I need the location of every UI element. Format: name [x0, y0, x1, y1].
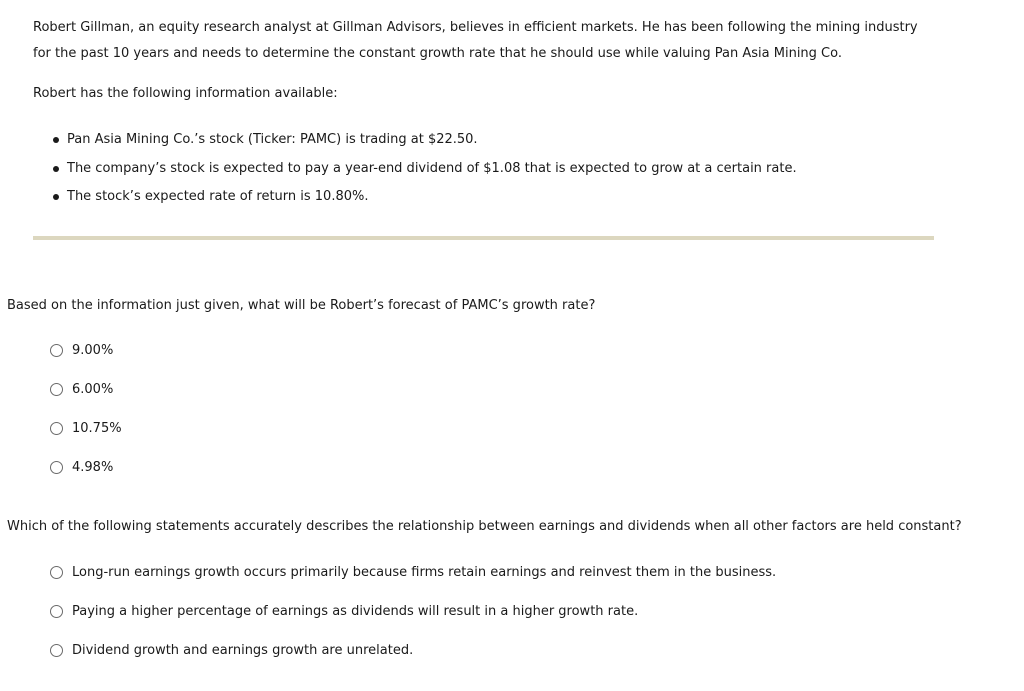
radio-button-icon[interactable] — [50, 383, 63, 396]
q1-option-4[interactable] — [50, 458, 122, 497]
option-label[interactable]: Long-run earnings growth occurs primarily because firms retain earnings and reinvest them in the business. — [72, 565, 777, 580]
radio-button-icon[interactable] — [50, 461, 63, 474]
radio-button-icon[interactable] — [50, 605, 63, 618]
option-label[interactable]: Paying a higher percentage of earnings as dividends will result in a higher growth rate. — [72, 604, 639, 619]
bullet-dot-icon — [53, 137, 59, 143]
option-label[interactable]: 9.00% — [72, 343, 114, 358]
option-label[interactable]: Dividend growth and earnings growth are unrelated. — [72, 643, 414, 658]
info-bullet-list — [52, 130, 797, 216]
question-2-options — [50, 563, 776, 680]
section-divider — [33, 236, 934, 240]
question-1-text: Based on the information just given, what will be Robert’s forecast of PAMC’s growth rate? — [7, 298, 596, 313]
bullet-item-return — [52, 187, 797, 216]
option-label[interactable]: 4.98% — [72, 460, 114, 475]
option-label[interactable]: 10.75% — [72, 421, 122, 436]
option-label[interactable]: 6.00% — [72, 382, 114, 397]
intro-paragraph — [33, 18, 993, 70]
info-available-label: Robert has the following information available: — [33, 86, 338, 101]
radio-button-icon[interactable] — [50, 566, 63, 579]
q1-option-2[interactable] — [50, 380, 122, 419]
bullet-dot-icon — [53, 194, 59, 200]
radio-button-icon[interactable] — [50, 344, 63, 357]
radio-button-icon[interactable] — [50, 644, 63, 657]
q1-option-3[interactable] — [50, 419, 122, 458]
q2-option-3[interactable] — [50, 641, 776, 680]
intro-line-1: Robert Gillman, an equity research analyst at Gillman Advisors, believes in efficient markets. He has been following the mining industry — [33, 20, 918, 35]
radio-button-icon[interactable] — [50, 422, 63, 435]
q2-option-2[interactable] — [50, 602, 776, 641]
question-1-options — [50, 341, 122, 497]
bullet-text: Pan Asia Mining Co.’s stock (Ticker: PAMC) is trading at $22.50. — [67, 132, 478, 147]
bullet-text: The company’s stock is expected to pay a year-end dividend of $1.08 that is expected to grow at a certain rate. — [67, 160, 797, 176]
bullet-item-price — [52, 130, 797, 159]
q2-option-1[interactable] — [50, 563, 776, 602]
q1-option-1[interactable] — [50, 341, 122, 380]
question-2-text: Which of the following statements accurately describes the relationship between earnings and dividends when all other factors are held constant? — [7, 519, 962, 534]
bullet-text: The stock’s expected rate of return is 10.80%. — [67, 189, 369, 204]
bullet-dot-icon — [53, 166, 59, 172]
bullet-item-dividend — [52, 159, 797, 188]
intro-line-2: for the past 10 years and needs to determine the constant growth rate that he should use while valuing Pan Asia Mining Co. — [33, 46, 842, 61]
